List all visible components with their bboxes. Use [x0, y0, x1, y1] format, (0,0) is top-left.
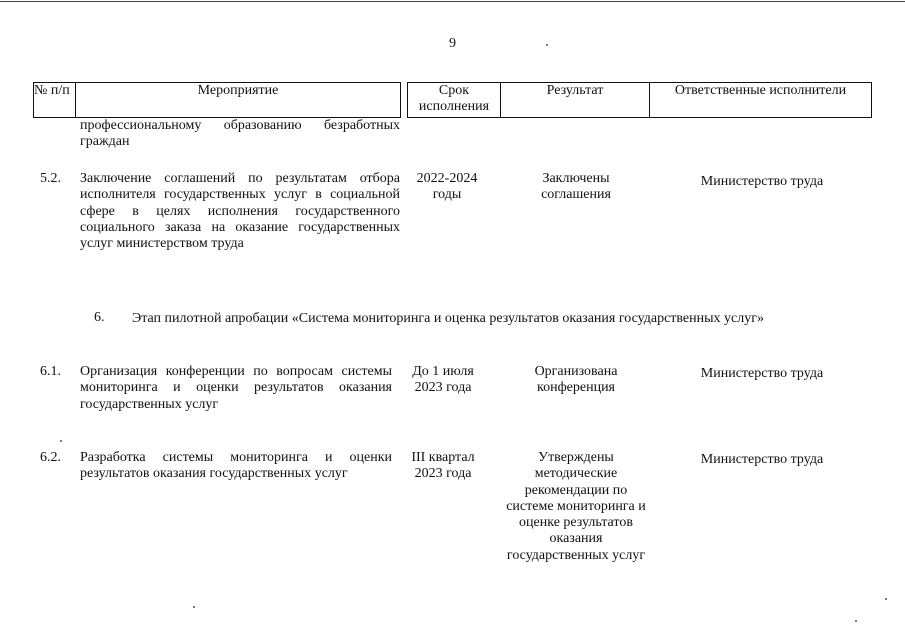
scan-speck: [885, 598, 887, 600]
scan-edge-line: [0, 1, 905, 2]
table-header: [33, 82, 872, 118]
scan-speck: [855, 620, 857, 622]
row-6-2-responsible: Министерство труда: [700, 452, 824, 467]
row-6-1-number: 6.1.: [40, 364, 61, 379]
header-number: № п/п: [34, 83, 76, 118]
header-result: Результат: [501, 83, 650, 118]
row-6-1-term: До 1 июля 2023 года: [412, 364, 474, 396]
row-5-2-responsible: Министерство труда: [700, 174, 824, 189]
row-6-2-number: 6.2.: [40, 450, 61, 465]
header-gap: [401, 83, 408, 118]
scan-speck: [193, 606, 195, 608]
header-responsible: Ответственные исполнители: [650, 83, 872, 118]
row-6-2-activity: Разработка системы мониторинга и оценки результатов оказания государственных услуг: [80, 450, 392, 482]
section-6-number: 6.: [94, 310, 105, 325]
row-6-1-activity: Организация конференции по вопросам системы мониторинга и оценки результатов оказания государственных услуг: [80, 364, 392, 412]
continuation-activity: профессиональному образованию безработных граждан: [80, 118, 400, 150]
row-5-2-result: Заключены соглашения: [541, 171, 611, 203]
row-5-2-number: 5.2.: [40, 171, 61, 186]
section-6-title: Этап пилотной апробации «Система мониторинга и оценка результатов оказания государственных услуг»: [132, 311, 764, 326]
row-5-2-activity: Заключение соглашений по результатам отбора исполнителя государственных услуг в социальной сфере в целях исполнения государственного социального заказа на оказание государственных услуг министерством труда: [80, 171, 400, 252]
row-6-2-term: III квартал 2023 года: [411, 450, 475, 482]
row-5-2-term: 2022-2024 годы: [416, 171, 478, 203]
row-6-1-result: Организована конференция: [534, 364, 618, 396]
row-6-2-result: Утверждены методические рекомендации по системе мониторинга и оценке результатов оказания государственных услуг: [506, 450, 646, 563]
page-number: 9: [449, 36, 456, 51]
header-activity: Мероприятие: [76, 83, 401, 118]
row-6-1-responsible: Министерство труда: [700, 366, 824, 381]
header-term: Срок исполнения: [408, 83, 501, 118]
scan-speck: [60, 440, 62, 442]
